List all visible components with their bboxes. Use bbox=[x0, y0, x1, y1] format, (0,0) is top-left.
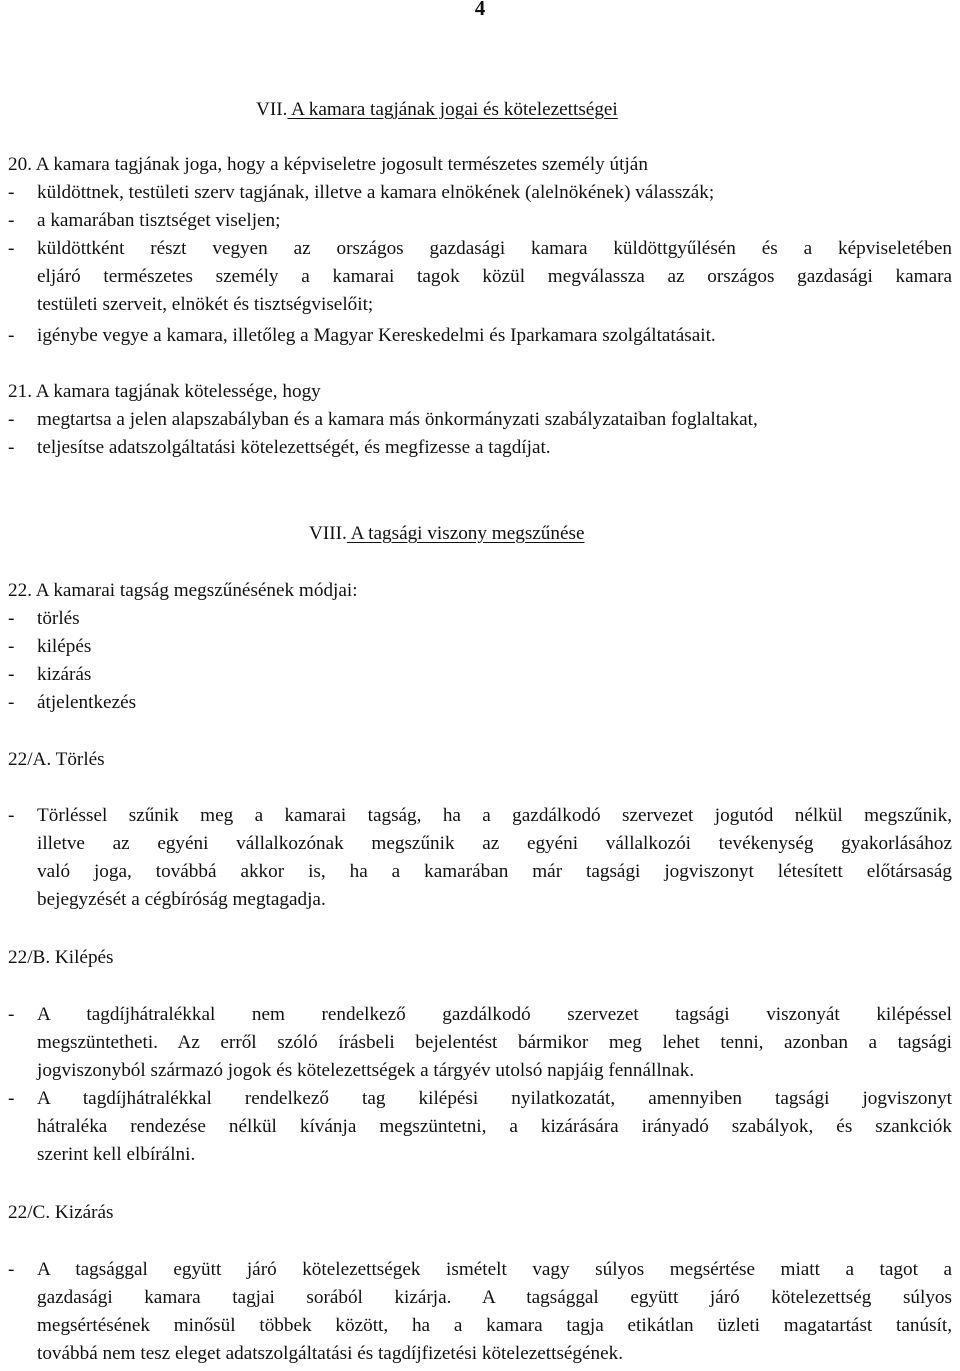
paragraph-line: A tagsággal együtt járó kötelezettségek ismételt vagy súlyos megsértése miatt a tagot a bbox=[37, 1259, 952, 1280]
list-item: küldöttként részt vegyen az országos gazdasági kamara küldöttgyűlésén és a képviseletében bbox=[37, 238, 952, 259]
subsection-heading-22c: 22/C. Kizárás bbox=[8, 1202, 114, 1223]
list-dash: - bbox=[8, 238, 15, 259]
section-7-title: A kamara tagjának jogai és kötelezettségei bbox=[287, 99, 618, 120]
list-item: küldöttnek, testületi szerv tagjának, illetve a kamara elnökének (alelnökének) válasszák; bbox=[37, 182, 715, 203]
list-dash: - bbox=[8, 664, 15, 685]
paragraph-line: A tagdíjhátralékkal nem rendelkező gazdálkodó szervezet tagsági viszonyát kilépéssel bbox=[37, 1004, 952, 1025]
list-dash: - bbox=[8, 182, 15, 203]
list-dash: - bbox=[8, 636, 15, 657]
list-item: kizárás bbox=[37, 664, 92, 685]
list-dash: - bbox=[8, 409, 15, 430]
paragraph-line: bejegyzését a cégbíróság megtagadja. bbox=[37, 889, 326, 910]
section-7-heading bbox=[256, 96, 618, 124]
list-dash: - bbox=[8, 608, 15, 629]
paragraph-line: szerint kell elbírálni. bbox=[37, 1144, 196, 1165]
list-item: átjelentkezés bbox=[37, 692, 137, 713]
list-dash: - bbox=[8, 1259, 15, 1280]
paragraph-line: A tagdíjhátralékkal rendelkező tag kilépési nyilatkozatát, amennyiben tagsági jogviszonyt bbox=[37, 1088, 952, 1109]
list-item: a kamarában tisztséget viseljen; bbox=[37, 210, 281, 231]
paragraph-line: való joga, továbbá akkor is, ha a kamarában már tagsági jogviszonyt létesített előtársaság bbox=[37, 861, 952, 882]
list-item: igénybe vegye a kamara, illetőleg a Magyar Kereskedelmi és Iparkamara szolgáltatásait. bbox=[37, 325, 716, 346]
subsection-heading-22b: 22/B. Kilépés bbox=[8, 947, 114, 968]
paragraph-line: illetve az egyéni vállalkozónak megszűnik az egyéni vállalkozói tevékenység gyakorlásához bbox=[37, 833, 952, 854]
subsection-heading-22a: 22/A. Törlés bbox=[8, 749, 105, 770]
list-dash: - bbox=[8, 692, 15, 713]
list-dash: - bbox=[8, 210, 15, 231]
list-item: kilépés bbox=[37, 636, 92, 657]
list-item: teljesítse adatszolgáltatási kötelezettségét, és megfizesse a tagdíjat. bbox=[37, 437, 551, 458]
list-dash: - bbox=[8, 437, 15, 458]
section-8-title: A tagsági viszony megszűnése bbox=[346, 523, 585, 544]
section-8-roman: VIII. bbox=[309, 523, 347, 544]
page-number: 4 bbox=[474, 0, 486, 20]
paragraph-line: jogviszonyból származó jogok és kötelezettségek a tárgyév utolsó napjáig fennállnak. bbox=[37, 1060, 695, 1081]
paragraph-line: Törléssel szűnik meg a kamarai tagság, ha a gazdálkodó szervezet jogutód nélkül megszűnik, bbox=[37, 805, 952, 826]
paragraph-line: gazdasági kamara tagjai sorából kizárja. A tagsággal együtt járó kötelezettség súlyos bbox=[37, 1287, 952, 1308]
list-dash: - bbox=[8, 1088, 15, 1109]
list-item: törlés bbox=[37, 608, 80, 629]
list-item-continuation: eljáró természetes személy a kamarai tagok közül megválassza az országos gazdasági kamara bbox=[37, 266, 952, 287]
para-21-lead: 21. A kamara tagjának kötelessége, hogy bbox=[8, 381, 321, 402]
list-dash: - bbox=[8, 805, 15, 826]
paragraph-line: megsértésének minősül többek között, ha a kamara tagja etikátlan üzleti magatartást tanúsít, bbox=[37, 1315, 952, 1336]
paragraph-line: hátraléka rendezése nélkül kívánja megszüntetni, a kizárására irányadó szabályok, és szankciók bbox=[37, 1116, 952, 1137]
para-20-lead: 20. A kamara tagjának joga, hogy a képviseletre jogosult természetes személy útján bbox=[8, 154, 648, 175]
section-7-roman: VII. bbox=[256, 99, 288, 120]
paragraph-line: továbbá nem tesz eleget adatszolgáltatási és tagdíjfizetési kötelezettségének. bbox=[37, 1343, 624, 1364]
list-item: megtartsa a jelen alapszabályban és a kamara más önkormányzati szabályzataiban foglaltakat, bbox=[37, 409, 758, 430]
list-dash: - bbox=[8, 325, 15, 346]
list-item-continuation: testületi szerveit, elnökét és tisztségviselőit; bbox=[37, 294, 374, 315]
para-22-lead: 22. A kamarai tagság megszűnésének módjai: bbox=[8, 580, 358, 601]
list-dash: - bbox=[8, 1004, 15, 1025]
paragraph-line: megszüntetheti. Az erről szóló írásbeli bejelentést bármikor meg lehet tenni, azonban a tagsági bbox=[37, 1032, 952, 1053]
section-8-heading bbox=[309, 520, 585, 548]
